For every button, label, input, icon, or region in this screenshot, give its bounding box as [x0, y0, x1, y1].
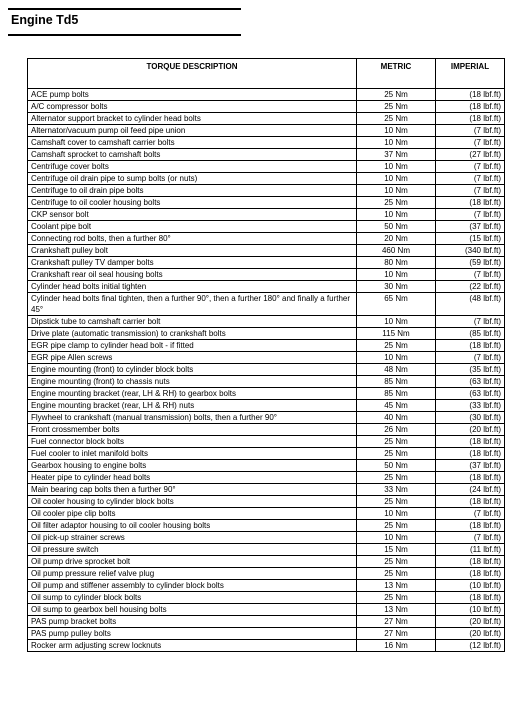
torque-description-cell: Oil sump to cylinder block bolts — [28, 592, 357, 604]
metric-value-cell: 25 Nm — [357, 197, 436, 209]
table-row — [28, 197, 505, 209]
metric-value-cell: 13 Nm — [357, 604, 436, 616]
table-row — [28, 113, 505, 125]
imperial-value-cell: (18 lbf.ft) — [436, 101, 505, 113]
torque-table — [27, 58, 505, 652]
table-row — [28, 628, 505, 640]
torque-description-cell: Fuel cooler to inlet manifold bolts — [28, 448, 357, 460]
torque-description-cell: Cylinder head bolts final tighten, then a further 90°, then a further 180° and finally a further 45° — [28, 293, 357, 316]
table-row — [28, 604, 505, 616]
imperial-value-cell: (27 lbf.ft) — [436, 149, 505, 161]
torque-description-cell: Drive plate (automatic transmission) to crankshaft bolts — [28, 328, 357, 340]
column-header-imperial: IMPERIAL — [436, 59, 505, 89]
title-rule-bottom — [8, 34, 241, 36]
torque-description-cell: A/C compressor bolts — [28, 101, 357, 113]
table-row — [28, 592, 505, 604]
torque-description-cell: Engine mounting bracket (rear, LH & RH) nuts — [28, 400, 357, 412]
torque-description-cell: Centrifuge oil drain pipe to sump bolts (or nuts) — [28, 173, 357, 185]
table-row — [28, 89, 505, 101]
torque-description-cell: Oil pump pressure relief valve plug — [28, 568, 357, 580]
torque-description-cell: EGR pipe clamp to cylinder head bolt - if fitted — [28, 340, 357, 352]
torque-description-cell: Crankshaft pulley TV damper bolts — [28, 257, 357, 269]
torque-description-cell: Centrifuge to oil cooler housing bolts — [28, 197, 357, 209]
imperial-value-cell: (18 lbf.ft) — [436, 496, 505, 508]
torque-description-cell: Oil sump to gearbox bell housing bolts — [28, 604, 357, 616]
imperial-value-cell: (7 lbf.ft) — [436, 173, 505, 185]
torque-description-cell: Main bearing cap bolts then a further 90° — [28, 484, 357, 496]
column-header-metric: METRIC — [357, 59, 436, 89]
imperial-value-cell: (7 lbf.ft) — [436, 125, 505, 137]
torque-description-cell: PAS pump bracket bolts — [28, 616, 357, 628]
imperial-value-cell: (24 lbf.ft) — [436, 484, 505, 496]
imperial-value-cell: (48 lbf.ft) — [436, 293, 505, 316]
metric-value-cell: 25 Nm — [357, 472, 436, 484]
metric-value-cell: 115 Nm — [357, 328, 436, 340]
table-row — [28, 137, 505, 149]
torque-description-cell: Rocker arm adjusting screw locknuts — [28, 640, 357, 652]
table-row — [28, 340, 505, 352]
table-row — [28, 388, 505, 400]
metric-value-cell: 25 Nm — [357, 448, 436, 460]
torque-description-cell: Flywheel to crankshaft (manual transmission) bolts, then a further 90° — [28, 412, 357, 424]
page-title: Engine Td5 — [11, 13, 79, 27]
metric-value-cell: 25 Nm — [357, 556, 436, 568]
torque-description-cell: Oil filter adaptor housing to oil cooler housing bolts — [28, 520, 357, 532]
imperial-value-cell: (10 lbf.ft) — [436, 604, 505, 616]
torque-description-cell: Connecting rod bolts, then a further 80° — [28, 233, 357, 245]
table-row — [28, 616, 505, 628]
metric-value-cell: 10 Nm — [357, 352, 436, 364]
table-body — [28, 89, 505, 652]
imperial-value-cell: (7 lbf.ft) — [436, 209, 505, 221]
torque-description-cell: Gearbox housing to engine bolts — [28, 460, 357, 472]
torque-description-cell: Centrifuge cover bolts — [28, 161, 357, 173]
torque-description-cell: EGR pipe Allen screws — [28, 352, 357, 364]
table-row — [28, 640, 505, 652]
table-row — [28, 257, 505, 269]
table-row — [28, 532, 505, 544]
torque-description-cell: Oil cooler pipe clip bolts — [28, 508, 357, 520]
imperial-value-cell: (59 lbf.ft) — [436, 257, 505, 269]
metric-value-cell: 45 Nm — [357, 400, 436, 412]
metric-value-cell: 13 Nm — [357, 580, 436, 592]
table-row — [28, 269, 505, 281]
table-row — [28, 328, 505, 340]
table-row — [28, 448, 505, 460]
imperial-value-cell: (85 lbf.ft) — [436, 328, 505, 340]
table-row — [28, 472, 505, 484]
table-row — [28, 544, 505, 556]
imperial-value-cell: (18 lbf.ft) — [436, 520, 505, 532]
imperial-value-cell: (20 lbf.ft) — [436, 616, 505, 628]
torque-description-cell: Oil cooler housing to cylinder block bolts — [28, 496, 357, 508]
imperial-value-cell: (11 lbf.ft) — [436, 544, 505, 556]
imperial-value-cell: (12 lbf.ft) — [436, 640, 505, 652]
torque-description-cell: Front crossmember bolts — [28, 424, 357, 436]
metric-value-cell: 10 Nm — [357, 316, 436, 328]
metric-value-cell: 10 Nm — [357, 209, 436, 221]
torque-description-cell: Crankshaft pulley bolt — [28, 245, 357, 257]
torque-description-cell: Oil pick-up strainer screws — [28, 532, 357, 544]
metric-value-cell: 26 Nm — [357, 424, 436, 436]
imperial-value-cell: (18 lbf.ft) — [436, 472, 505, 484]
metric-value-cell: 27 Nm — [357, 616, 436, 628]
metric-value-cell: 25 Nm — [357, 436, 436, 448]
table-row — [28, 233, 505, 245]
metric-value-cell: 65 Nm — [357, 293, 436, 316]
imperial-value-cell: (340 lbf.ft) — [436, 245, 505, 257]
table-row — [28, 185, 505, 197]
imperial-value-cell: (30 lbf.ft) — [436, 412, 505, 424]
metric-value-cell: 10 Nm — [357, 125, 436, 137]
imperial-value-cell: (18 lbf.ft) — [436, 340, 505, 352]
torque-description-cell: Engine mounting bracket (rear, LH & RH) to gearbox bolts — [28, 388, 357, 400]
imperial-value-cell: (18 lbf.ft) — [436, 113, 505, 125]
imperial-value-cell: (18 lbf.ft) — [436, 448, 505, 460]
table-header-row — [28, 59, 505, 89]
imperial-value-cell: (10 lbf.ft) — [436, 580, 505, 592]
table-row — [28, 221, 505, 233]
table-row — [28, 161, 505, 173]
metric-value-cell: 10 Nm — [357, 161, 436, 173]
torque-description-cell: Alternator support bracket to cylinder head bolts — [28, 113, 357, 125]
torque-description-cell: Camshaft cover to camshaft carrier bolts — [28, 137, 357, 149]
table-row — [28, 281, 505, 293]
table-row — [28, 293, 505, 316]
metric-value-cell: 25 Nm — [357, 520, 436, 532]
torque-description-cell: Centrifuge to oil drain pipe bolts — [28, 185, 357, 197]
table-row — [28, 316, 505, 328]
imperial-value-cell: (18 lbf.ft) — [436, 592, 505, 604]
torque-description-cell: Dipstick tube to camshaft carrier bolt — [28, 316, 357, 328]
metric-value-cell: 30 Nm — [357, 281, 436, 293]
imperial-value-cell: (20 lbf.ft) — [436, 628, 505, 640]
imperial-value-cell: (7 lbf.ft) — [436, 137, 505, 149]
table-row — [28, 173, 505, 185]
metric-value-cell: 50 Nm — [357, 460, 436, 472]
table-row — [28, 424, 505, 436]
torque-description-cell: Engine mounting (front) to chassis nuts — [28, 376, 357, 388]
imperial-value-cell: (7 lbf.ft) — [436, 508, 505, 520]
metric-value-cell: 25 Nm — [357, 113, 436, 125]
imperial-value-cell: (7 lbf.ft) — [436, 269, 505, 281]
table-row — [28, 364, 505, 376]
metric-value-cell: 25 Nm — [357, 496, 436, 508]
imperial-value-cell: (63 lbf.ft) — [436, 376, 505, 388]
table-row — [28, 436, 505, 448]
metric-value-cell: 33 Nm — [357, 484, 436, 496]
metric-value-cell: 10 Nm — [357, 269, 436, 281]
table-row — [28, 556, 505, 568]
torque-description-cell: Oil pressure switch — [28, 544, 357, 556]
metric-value-cell: 85 Nm — [357, 376, 436, 388]
imperial-value-cell: (18 lbf.ft) — [436, 568, 505, 580]
torque-description-cell: Cylinder head bolts initial tighten — [28, 281, 357, 293]
title-rule-top — [8, 8, 241, 10]
torque-description-cell: Oil pump drive sprocket bolt — [28, 556, 357, 568]
torque-description-cell: CKP sensor bolt — [28, 209, 357, 221]
metric-value-cell: 25 Nm — [357, 89, 436, 101]
imperial-value-cell: (7 lbf.ft) — [436, 185, 505, 197]
metric-value-cell: 16 Nm — [357, 640, 436, 652]
table-row — [28, 352, 505, 364]
torque-description-cell: Oil pump and stiffener assembly to cylinder block bolts — [28, 580, 357, 592]
table-row — [28, 580, 505, 592]
table-row — [28, 376, 505, 388]
imperial-value-cell: (7 lbf.ft) — [436, 532, 505, 544]
table-row — [28, 149, 505, 161]
torque-description-cell: Fuel connector block bolts — [28, 436, 357, 448]
torque-description-cell: ACE pump bolts — [28, 89, 357, 101]
metric-value-cell: 50 Nm — [357, 221, 436, 233]
imperial-value-cell: (18 lbf.ft) — [436, 436, 505, 448]
imperial-value-cell: (35 lbf.ft) — [436, 364, 505, 376]
metric-value-cell: 20 Nm — [357, 233, 436, 245]
imperial-value-cell: (18 lbf.ft) — [436, 197, 505, 209]
metric-value-cell: 85 Nm — [357, 388, 436, 400]
table-row — [28, 484, 505, 496]
imperial-value-cell: (22 lbf.ft) — [436, 281, 505, 293]
imperial-value-cell: (20 lbf.ft) — [436, 424, 505, 436]
metric-value-cell: 40 Nm — [357, 412, 436, 424]
torque-description-cell: Engine mounting (front) to cylinder block bolts — [28, 364, 357, 376]
table-row — [28, 412, 505, 424]
metric-value-cell: 27 Nm — [357, 628, 436, 640]
metric-value-cell: 10 Nm — [357, 185, 436, 197]
torque-description-cell: Alternator/vacuum pump oil feed pipe union — [28, 125, 357, 137]
metric-value-cell: 460 Nm — [357, 245, 436, 257]
table-row — [28, 400, 505, 412]
metric-value-cell: 15 Nm — [357, 544, 436, 556]
metric-value-cell: 37 Nm — [357, 149, 436, 161]
imperial-value-cell: (7 lbf.ft) — [436, 161, 505, 173]
metric-value-cell: 10 Nm — [357, 532, 436, 544]
metric-value-cell: 10 Nm — [357, 508, 436, 520]
torque-description-cell: PAS pump pulley bolts — [28, 628, 357, 640]
torque-description-cell: Coolant pipe bolt — [28, 221, 357, 233]
imperial-value-cell: (37 lbf.ft) — [436, 221, 505, 233]
table-row — [28, 101, 505, 113]
table-row — [28, 125, 505, 137]
imperial-value-cell: (37 lbf.ft) — [436, 460, 505, 472]
column-header-description: TORQUE DESCRIPTION — [28, 59, 357, 89]
table-row — [28, 508, 505, 520]
table-row — [28, 209, 505, 221]
table-row — [28, 496, 505, 508]
torque-description-cell: Crankshaft rear oil seal housing bolts — [28, 269, 357, 281]
metric-value-cell: 80 Nm — [357, 257, 436, 269]
imperial-value-cell: (18 lbf.ft) — [436, 556, 505, 568]
metric-value-cell: 48 Nm — [357, 364, 436, 376]
imperial-value-cell: (63 lbf.ft) — [436, 388, 505, 400]
table-row — [28, 460, 505, 472]
imperial-value-cell: (15 lbf.ft) — [436, 233, 505, 245]
torque-description-cell: Heater pipe to cylinder head bolts — [28, 472, 357, 484]
metric-value-cell: 10 Nm — [357, 137, 436, 149]
table-row — [28, 245, 505, 257]
imperial-value-cell: (7 lbf.ft) — [436, 352, 505, 364]
torque-description-cell: Camshaft sprocket to camshaft bolts — [28, 149, 357, 161]
metric-value-cell: 25 Nm — [357, 101, 436, 113]
table-row — [28, 520, 505, 532]
metric-value-cell: 25 Nm — [357, 592, 436, 604]
table-row — [28, 568, 505, 580]
metric-value-cell: 10 Nm — [357, 173, 436, 185]
metric-value-cell: 25 Nm — [357, 340, 436, 352]
imperial-value-cell: (18 lbf.ft) — [436, 89, 505, 101]
imperial-value-cell: (33 lbf.ft) — [436, 400, 505, 412]
imperial-value-cell: (7 lbf.ft) — [436, 316, 505, 328]
metric-value-cell: 25 Nm — [357, 568, 436, 580]
